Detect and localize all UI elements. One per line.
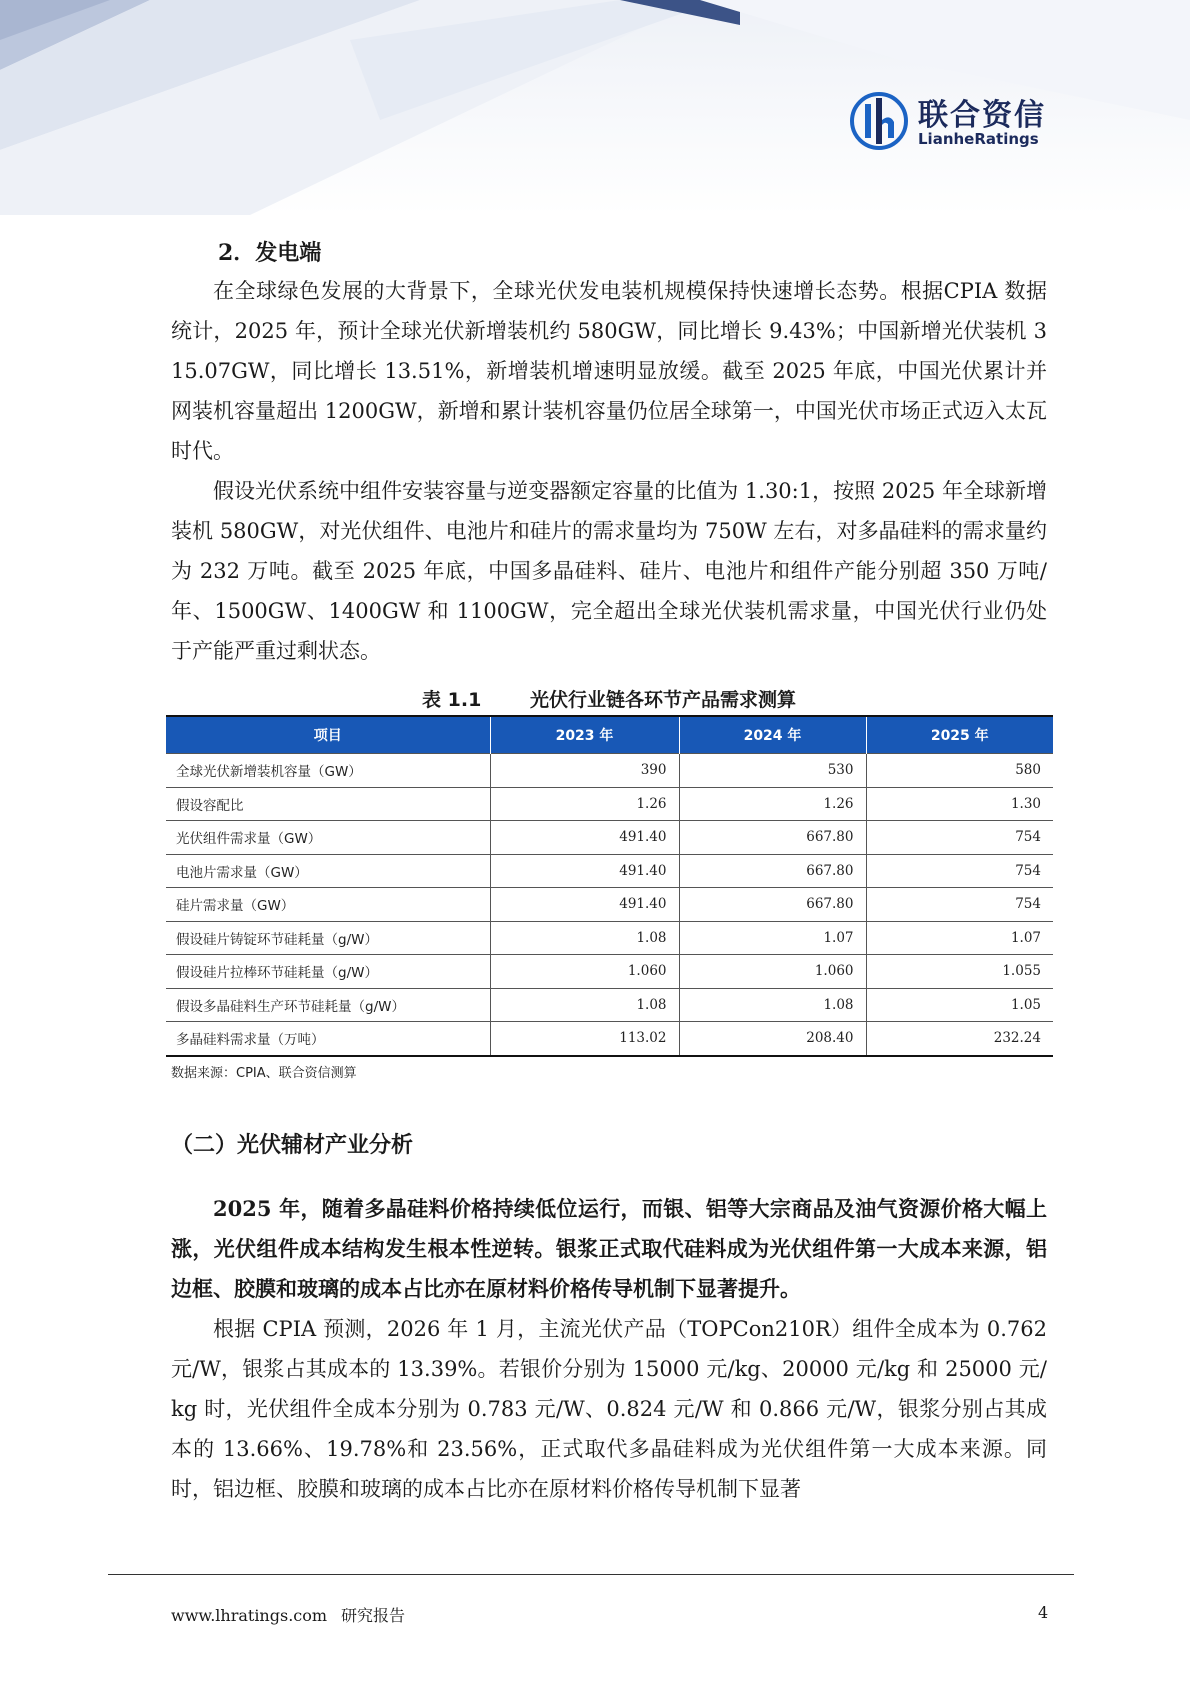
table-header-cell: 项目 bbox=[166, 716, 490, 754]
table-header-cell: 2025 年 bbox=[866, 716, 1053, 754]
table-cell: 1.26 bbox=[679, 787, 866, 821]
table-caption-title: 光伏行业链各环节产品需求测算 bbox=[529, 689, 796, 711]
table-cell: 1.26 bbox=[490, 787, 679, 821]
table-cell: 580 bbox=[866, 754, 1053, 788]
table-header-row bbox=[166, 716, 1053, 754]
table-cell: 530 bbox=[679, 754, 866, 788]
table-row bbox=[166, 821, 1053, 855]
table-cell: 硅片需求量（GW） bbox=[166, 888, 490, 922]
table-row bbox=[166, 888, 1053, 922]
table-cell: 754 bbox=[866, 854, 1053, 888]
table-cell: 电池片需求量（GW） bbox=[166, 854, 490, 888]
table-cell: 假设多晶硅料生产环节硅耗量（g/W） bbox=[166, 988, 490, 1022]
footer-url[interactable]: www.lhratings.com bbox=[171, 1606, 328, 1625]
table-cell: 1.055 bbox=[866, 955, 1053, 989]
table-cell: 假设容配比 bbox=[166, 787, 490, 821]
footer-label: 研究报告 bbox=[341, 1606, 406, 1625]
table-cell: 208.40 bbox=[679, 1022, 866, 1056]
table-header-cell: 2023 年 bbox=[490, 716, 679, 754]
table-cell: 667.80 bbox=[679, 854, 866, 888]
table-cell: 全球光伏新增装机容量（GW） bbox=[166, 754, 490, 788]
paragraph: 假设光伏系统中组件安装容量与逆变器额定容量的比值为 1.30:1，按照 2025 年全球新增装机 580GW，对光伏组件、电池片和硅片的需求量均为 750W 左右，对多晶硅料的需求量约为 232 万吨。截至 2025 年底，中国多晶硅料、硅片、电池片和组件产能分别超 350 万吨/年、1500GW、1400GW 和 1100GW，完全超出全球光伏装机需求量，中国光伏行业仍处于产能严重过剩状态。 bbox=[171, 479, 1047, 663]
table-cell: 1.05 bbox=[866, 988, 1053, 1022]
table-caption-number: 表 1.1 bbox=[422, 689, 482, 711]
table-row bbox=[166, 988, 1053, 1022]
table-cell: 1.060 bbox=[490, 955, 679, 989]
footer-left bbox=[171, 1603, 405, 1626]
table-source-note: 数据来源：CPIA、联合资信测算 bbox=[171, 1066, 357, 1081]
table-row bbox=[166, 955, 1053, 989]
paragraph-bold: 2025 年，随着多晶硅料价格持续低位运行，而银、铝等大宗商品及油气资源价格大幅上涨，光伏组件成本结构发生根本性逆转。银浆正式取代硅料成为光伏组件第一大成本来源，铝边框、胶膜和玻璃的成本占比亦在原材料价格传导机制下显著提升。 bbox=[171, 1196, 1047, 1301]
table-cell: 390 bbox=[490, 754, 679, 788]
aux-bold-paragraph bbox=[171, 1189, 1047, 1309]
table-cell: 1.08 bbox=[679, 988, 866, 1022]
table-row bbox=[166, 1022, 1053, 1056]
table-row bbox=[166, 787, 1053, 821]
lianhe-logo bbox=[850, 88, 1060, 158]
logo-chinese-name: 联合资信 bbox=[918, 98, 1046, 133]
section-heading-aux: （二）光伏辅材产业分析 bbox=[171, 1133, 414, 1158]
section-heading-power: 2．发电端 bbox=[218, 240, 322, 266]
lianhe-logo-icon bbox=[850, 92, 908, 150]
table-cell: 1.08 bbox=[490, 988, 679, 1022]
table-cell: 1.30 bbox=[866, 787, 1053, 821]
table-cell: 假设硅片拉棒环节硅耗量（g/W） bbox=[166, 955, 490, 989]
table-cell: 1.060 bbox=[679, 955, 866, 989]
table-cell: 1.07 bbox=[679, 921, 866, 955]
table-cell: 多晶硅料需求量（万吨） bbox=[166, 1022, 490, 1056]
page-number: 4 bbox=[1038, 1603, 1049, 1622]
aux-paragraph bbox=[171, 1309, 1047, 1509]
paragraph: 根据 CPIA 预测，2026 年 1 月，主流光伏产品（TOPCon210R）组件全成本为 0.762 元/W，银浆占其成本的 13.39%。若银价分别为 15000 元/kg、20000 元/kg 和 25000 元/kg 时，光伏组件全成本分别为 0.783 元/W、0.824 元/W 和 0.866 元/W，银浆分别占其成本的 13.66%、19.78%和 23.56%，正式取代多晶硅料成为光伏组件第一大成本来源。同时，铝边框、胶膜和玻璃的成本占比亦在原材料价格传导机制下显著 bbox=[171, 1317, 1047, 1501]
table-cell: 491.40 bbox=[490, 888, 679, 922]
logo-english-name: LianheRatings bbox=[918, 130, 1039, 148]
table-cell: 1.08 bbox=[490, 921, 679, 955]
table-caption bbox=[171, 685, 1047, 712]
table-header-cell: 2024 年 bbox=[679, 716, 866, 754]
table-cell: 667.80 bbox=[679, 888, 866, 922]
table-row bbox=[166, 854, 1053, 888]
table-cell: 假设硅片铸锭环节硅耗量（g/W） bbox=[166, 921, 490, 955]
table-cell: 1.07 bbox=[866, 921, 1053, 955]
table-row bbox=[166, 921, 1053, 955]
table-cell: 232.24 bbox=[866, 1022, 1053, 1056]
table-cell: 491.40 bbox=[490, 854, 679, 888]
table-cell: 光伏组件需求量（GW） bbox=[166, 821, 490, 855]
table-cell: 754 bbox=[866, 888, 1053, 922]
table-cell: 491.40 bbox=[490, 821, 679, 855]
footer-divider bbox=[108, 1574, 1074, 1575]
table-cell: 754 bbox=[866, 821, 1053, 855]
power-paragraphs bbox=[171, 271, 1047, 671]
table-cell: 113.02 bbox=[490, 1022, 679, 1056]
demand-table bbox=[166, 715, 1053, 1057]
paragraph: 在全球绿色发展的大背景下，全球光伏发电装机规模保持快速增长态势。根据CPIA 数据统计，2025 年，预计全球光伏新增装机约 580GW，同比增长 9.43%；中国新增光伏装机 315.07GW，同比增长 13.51%，新增装机增速明显放缓。截至 2025 年底，中国光伏累计并网装机容量超出 1200GW，新增和累计装机容量仍位居全球第一，中国光伏市场正式迈入太瓦时代。 bbox=[171, 279, 1047, 463]
table-row bbox=[166, 754, 1053, 788]
table-cell: 667.80 bbox=[679, 821, 866, 855]
